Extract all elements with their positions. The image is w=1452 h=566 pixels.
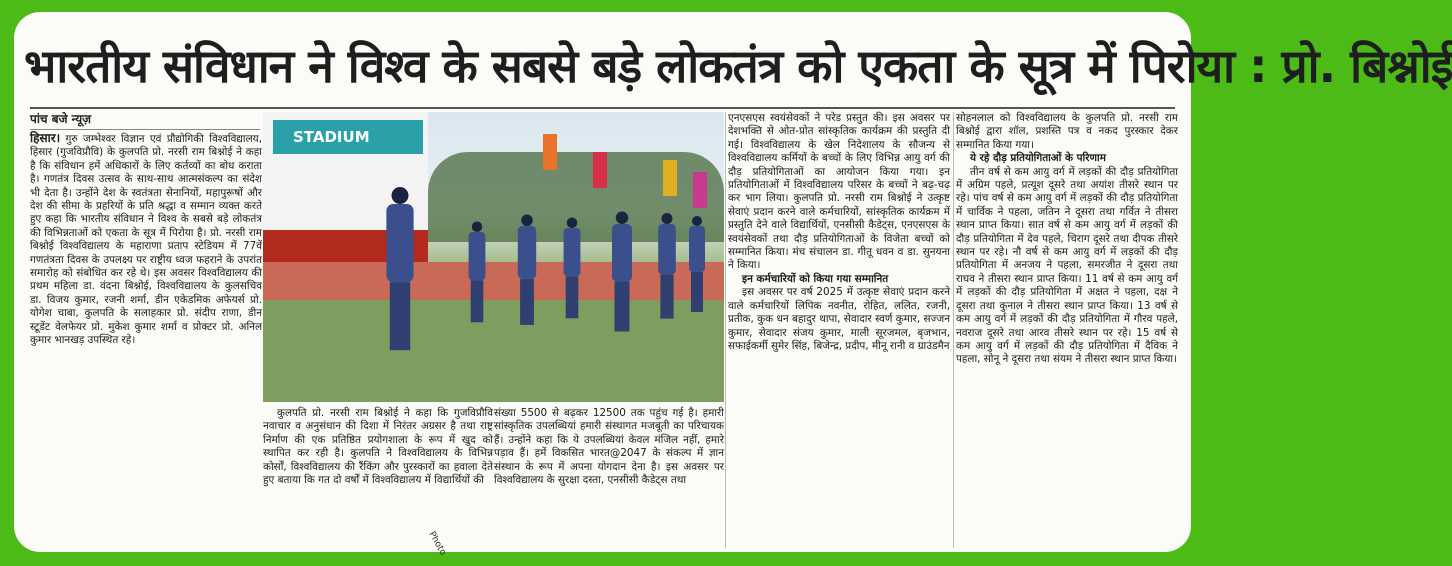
marcher — [657, 213, 677, 323]
byline-rule — [30, 129, 260, 130]
flag-icon — [693, 172, 707, 208]
column-2-text: कुलपति प्रो. नरसी राम बिश्नोई ने कहा कि गुजविप्रौवि नवाचार व अनुसंधान की दिशा में निरंतर अग्रसर है तथा राष्ट्र निर्माण की एक प्रतिष्ठित प्रयोगशाला के रूप में खुद को स्थापित कर रही है। कुलपति ने विश्वविद्यालय के विभिन्न कोर्सों, विश्वविद्यालय की रैंकिंग और पुरस्कारों का हवाला देते हुए बताया कि गत दो वर्षों में विश्वविद्यालय में विद्यार्थियों की — [263, 407, 493, 487]
article-column-3 — [494, 407, 724, 549]
column-4-subhead: इन कर्मचारियों को किया गया सम्मानित — [742, 272, 889, 285]
article-column-2 — [263, 407, 493, 549]
column-3-text: संख्या 5500 से बढ़कर 12500 तक पहुंच गई है। हमारी सांस्कृतिक उपलब्धियां हमारी संस्थागत मजबूती का परिचायक हैं। उन्होंने कहा कि ये उपलब्धियां केवल मंजिल नहीं, हमारे पड़ाव हैं। हमें विकसित भारत@2047 के संकल्प में ज्ञान संस्थान के रूप में अपना योगदान देना है। इस अवसर पर विश्वविद्यालय के सुरक्षा दस्ता, एनसीसी कैडेट्स तथा — [494, 407, 724, 487]
marcher — [517, 215, 538, 330]
marcher — [563, 218, 582, 323]
column-divider — [953, 112, 954, 548]
flag-icon — [593, 152, 607, 188]
column-1-text: गुरु जम्भेश्वर विज्ञान एवं प्रौद्योगिकी विश्वविद्यालय, हिसार (गुजविप्रौवि) के कुलपति प्रो. नरसी राम बिश्नोई ने कहा है कि संविधान हमें अधिकारों के लिए कर्तव्यों का बोध कराता है। गणतंत्र दिवस उत्सव के साथ-साथ आत्मसंकल्प का संदेश भी देता है। उन्होंने देश के स्वतंत्रता सेनानियों, महापुरूषों और देश की सीमा के प्रहरियों के प्रति श्रद्धा व सम्मान व्यक्त करते हुए कहा कि भारतीय संविधान ने विश्व के सबसे बड़े लोकतंत्र की विभिन्नताओं को एकता के सूत्र में पिरोया है। प्रो. नरसी राम बिश्नोई विश्वविद्यालय के महाराणा प्रताप स्टेडियम में 77वें गणतंत्रता दिवस के उपलक्ष्य पर राष्ट्रीय ध्वज फहराने के उपरांत समारोह को संबोधित कर रहे थे। इस अवसर विश्वविद्यालय की प्रथम महिला डा. वंदना बिश्नोई, विश्वविद्यालय के कुलसचिव डा. विजय कुमार, रजनी शर्मा, डीन एकेडमिक अफेयर्स प्रो. योगेश चाबा, कुलपति के सलाहकार प्रो. संदीप राणा, डीन स्टूडेंट वेलफेयर प्रो. मुकेश कुमार शर्मा व प्रोक्टर प्रो. अनिल कुमार भानखड़ उपस्थित रहे। — [30, 133, 262, 347]
article-column-4 — [728, 112, 950, 550]
newspaper-clipping — [14, 12, 1452, 552]
stadium-sign: STADIUM — [273, 120, 423, 154]
column-5-text: सोहनलाल को विश्वविद्यालय के कुलपति प्रो. नरसी राम बिश्नोई द्वारा शॉल, प्रशस्ति पत्र व नकद पुरस्कार देकर सम्मानित किया गया। — [956, 112, 1178, 151]
photo-credit: Photo — [426, 530, 448, 558]
column-divider — [725, 112, 726, 548]
marcher — [385, 187, 416, 357]
marcher — [688, 216, 706, 316]
article-column-5 — [956, 112, 1178, 550]
column-4-text-2: इस अवसर पर वर्ष 2025 में उत्कृष्ट सेवाएं प्रदान करने वाले कर्मचारियों लिपिक नवनीत, रोहित, ललित, रजनी, प्रतीक, कुक धन बहादुर थापा, सेवादार स्वर्ण कुमार, सज्जन कुमार, सेवादार संजय कुमार, माली सूरजमल, बृजभान, सफाईकर्मी सुमेर सिंह, बिजेन्द्र, प्रदीप, मीनू रानी व ग्राउंडमैन — [728, 286, 950, 352]
column-4-text: एनएसएस स्वयंसेवकों ने परेड प्रस्तुत की। इस अवसर पर देशभक्ति से ओत-प्रोत सांस्कृतिक कार्यक्रम की प्रस्तुति दी गई। विश्वविद्यालय के खेल निदेशालय के सौजन्य से विश्वविद्यालय कर्मियों के बच्चों के लिए विभिन्न आयु वर्ग की दौड़ प्रतियोगिताओं का आयोजन किया गया। इन प्रतियोगिताओं में विश्वविद्यालय परिसर के बच्चों ने बढ़-चढ़ कर भाग लिया। कुलपति प्रो. नरसी राम बिश्नोई ने उत्कृष्ट सेवाएं प्रदान करने वाले कर्मचारियों, सांस्कृतिक कार्यक्रम में प्रस्तुति देने वाले विद्यार्थियों, एनसीसी कैडेट्स, एनएसएस के स्वयंसेवकों तथा दौड़ प्रतियोगिताओं के विजेता बच्चों को सम्मानित किया। मंच संचालन डा. गीतू धवन व डा. सुनयना ने किया। — [728, 112, 950, 272]
column-5-subhead: ये रहे दौड़ प्रतियोगिताओं के परिणाम — [970, 152, 1106, 165]
dateline: हिसार। — [30, 131, 61, 145]
marcher — [468, 222, 487, 327]
headline: भारतीय संविधान ने विश्व के सबसे बड़े लोकतंत्र को एकता के सूत्र में पिरोया : प्रो. बिश्नोई — [24, 39, 1452, 93]
marcher — [611, 212, 634, 337]
flag-icon — [543, 134, 557, 170]
byline: पांच बजे न्यूज़ — [30, 112, 92, 126]
photo-grass — [263, 300, 724, 402]
parade-photo — [263, 112, 724, 402]
article-column-1 — [30, 132, 262, 550]
headline-rule — [30, 107, 1175, 109]
flag-icon — [663, 160, 677, 196]
column-5-text-2: तीन वर्ष से कम आयु वर्ग में लड़कों की दौड़ प्रतियोगिता में अग्रिम पहले, प्रत्यूश दूसरे तथा अयांश तीसरे स्थान पर रहे। पांच वर्ष से कम आयु वर्ग में लड़कों की दौड़ प्रतियोगिता में चार्विक ने पहला, जतिन ने दूसरा तथा गर्वित ने तीसरा स्थान प्राप्त किया। सात वर्ष से कम आयु वर्ग में लड़कों की दौड़ प्रतियोगिता में देव पहले, चिराग दूसरे तथा दीपक तीसरे स्थान पर रहे। नौ वर्ष से कम आयु वर्ग में लड़कों की दौड़ प्रतियोगिता में अनजय ने पहला, समरजीत ने दूसरा तथा राघव ने तीसरा स्थान प्राप्त किया। 11 वर्ष से कम आयु वर्ग में लड़कों की दौड़ प्रतियोगिता में अक्षत ने पहला, दक्ष ने दूसरा तथा कुनाल ने तीसरा स्थान प्राप्त किया। 13 वर्ष से कम आयु वर्ग में लड़कों की दौड़ प्रतियोगिता में गौरव पहले, नवराज दूसरे तथा आरव तीसरे स्थान पर रहे। 15 वर्ष से कम आयु वर्ग में लड़कों की दौड़ प्रतियोगिता में दैविक ने पहला, सोनू ने दूसरा तथा संयम ने तीसरा स्थान प्राप्त किया। — [956, 165, 1178, 366]
